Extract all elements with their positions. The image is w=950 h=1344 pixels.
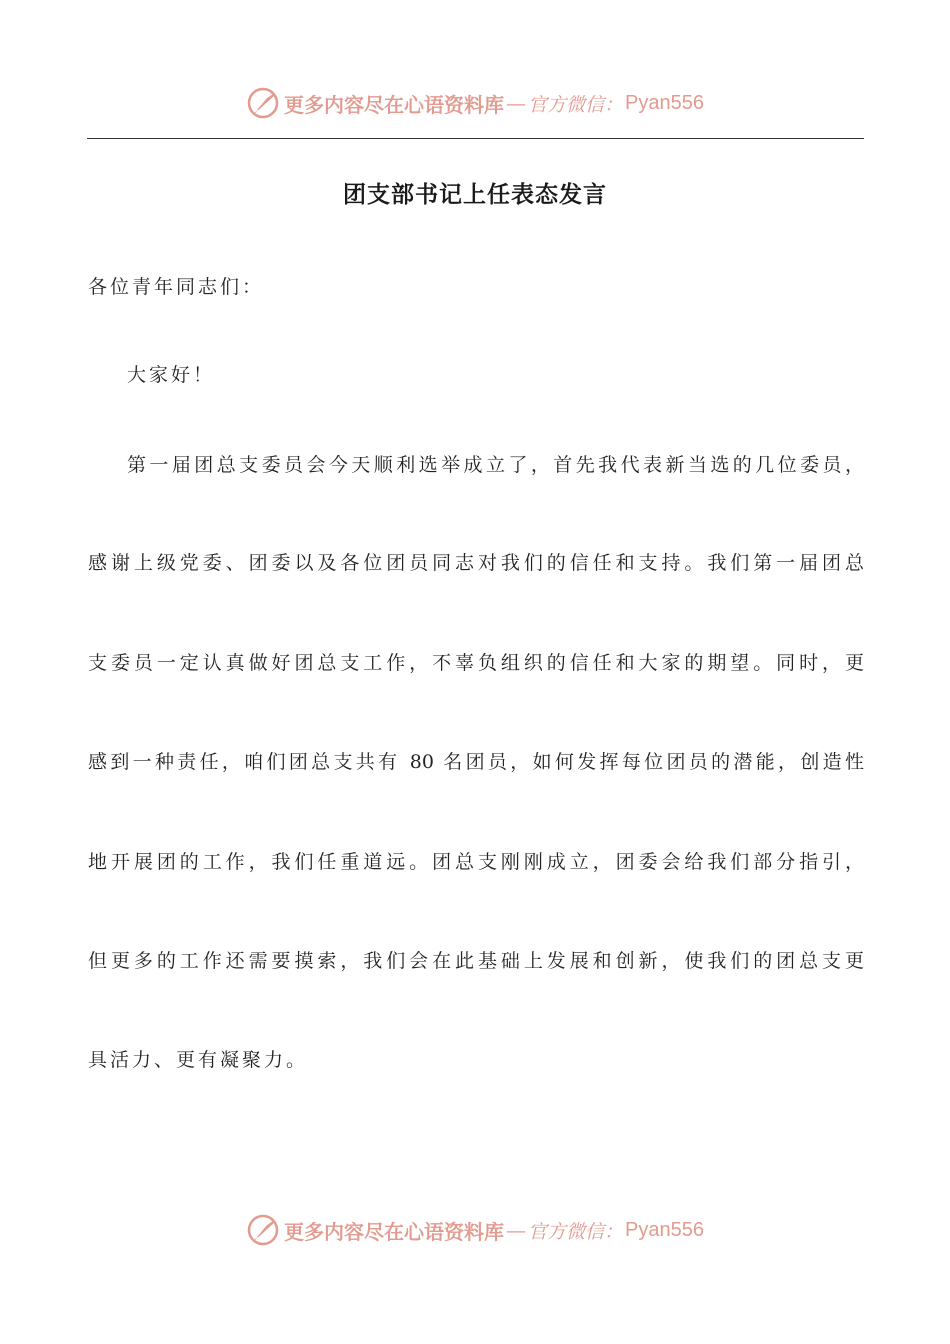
paragraph-line: 支委员一定认真做好团总支工作，不辜负组织的信任和大家的期望。同时，更 [88,652,864,674]
watermark-dash: — [506,91,526,115]
paragraph-line: 感谢上级党委、团委以及各位团员同志对我们的信任和支持。我们第一届团总 [88,552,864,574]
footer-watermark [0,1210,950,1250]
watermark-text: 更多内容尽在心语资料库 [284,1219,504,1244]
salutation: 各位青年同志们： [88,276,265,298]
paragraph-line: 第一届团总支委员会今天顺利选举成立了，首先我代表新当选的几位委员， [127,454,864,476]
paragraph-line: 感到一种责任，咱们团总支共有 80 名团员，如何发挥每位团员的潜能，创造性 [88,751,864,773]
paragraph-line: 地开展团的工作，我们任重道远。团总支刚刚成立，团委会给我们部分指引， [88,851,864,873]
document-title: 团支部书记上任表态发言 [343,181,607,208]
paragraph-line: 具活力、更有凝聚力。 [88,1049,309,1071]
watermark-wechat-label: 官方微信： [528,1220,624,1243]
quill-pen-icon [246,86,280,120]
paragraph-line: 但更多的工作还需要摸索，我们会在此基础上发展和创新，使我们的团总支更 [88,950,864,972]
watermark-text: 更多内容尽在心语资料库 [284,92,504,117]
header-watermark [0,83,950,123]
watermark-wechat-label: 官方微信： [528,93,624,116]
greeting: 大家好！ [127,364,216,386]
watermark-dash: — [506,1218,526,1242]
watermark-wechat-id: Pyan556 [625,91,704,114]
quill-pen-icon [246,1213,280,1247]
watermark-wechat-id: Pyan556 [625,1218,704,1241]
header-divider [87,138,864,139]
